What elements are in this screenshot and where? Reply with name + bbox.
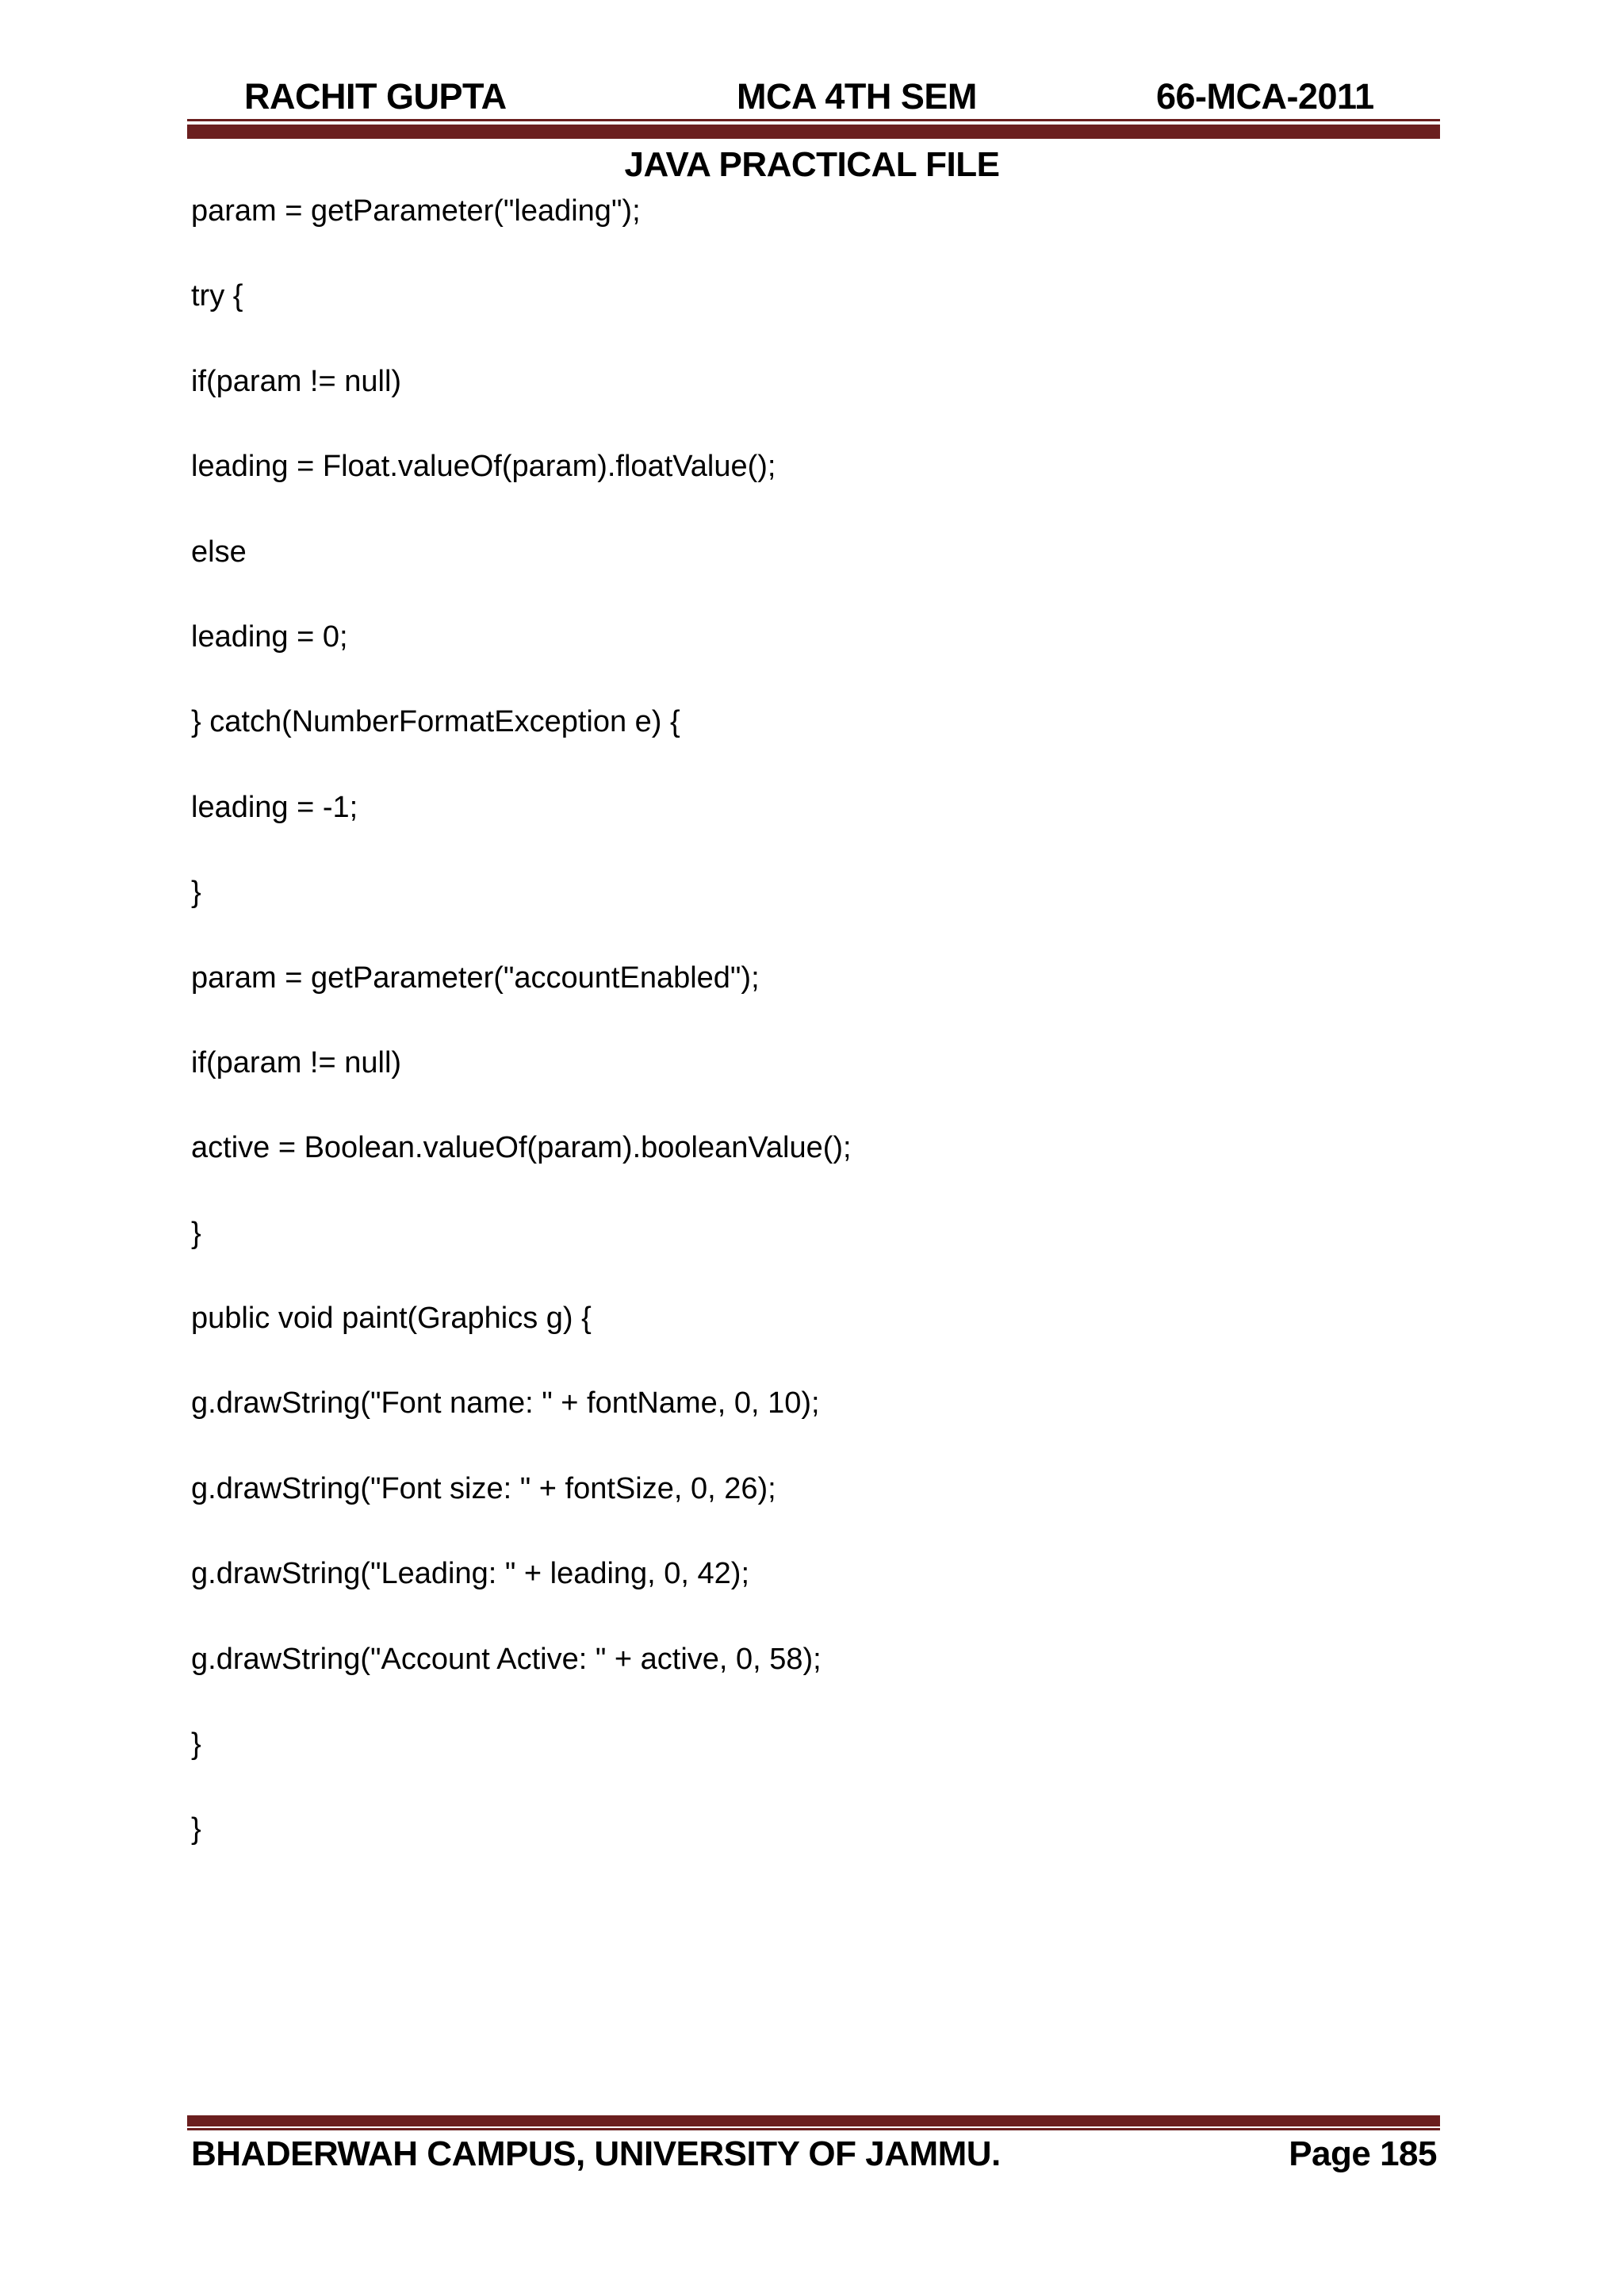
code-line: active = Boolean.valueOf(param).booleanValue();	[191, 1131, 852, 1165]
code-line: public void paint(Graphics g) {	[191, 1302, 592, 1336]
code-line: leading = -1;	[191, 790, 358, 824]
code-line: leading = Float.valueOf(param).floatValue();	[191, 450, 776, 484]
author-name: RACHIT GUPTA	[244, 76, 507, 117]
code-line: }	[191, 1216, 201, 1250]
code-line: g.drawString("Font size: " + fontSize, 0, 26);	[191, 1471, 776, 1505]
course-label: MCA 4TH SEM	[737, 76, 977, 117]
code-line: g.drawString("Leading: " + leading, 0, 42);	[191, 1557, 750, 1591]
code-line: }	[191, 1812, 201, 1846]
page-header	[187, 73, 1437, 121]
code-line: }	[191, 876, 201, 910]
code-line: } catch(NumberFormatException e) {	[191, 705, 680, 739]
document-title: JAVA PRACTICAL FILE	[624, 145, 1000, 184]
code-line: try {	[191, 279, 243, 313]
footer-institution: BHADERWAH CAMPUS, UNIVERSITY OF JAMMU.	[191, 2134, 1001, 2173]
code-line: }	[191, 1727, 201, 1762]
footer-rule-thick	[187, 2115, 1440, 2126]
roll-number: 66-MCA-2011	[1156, 76, 1374, 117]
code-line: g.drawString("Font name: " + fontName, 0, 10);	[191, 1386, 820, 1421]
header-rule-thin	[187, 119, 1440, 121]
code-line: if(param != null)	[191, 1045, 402, 1079]
page-number: Page 185	[1289, 2134, 1437, 2173]
code-line: else	[191, 535, 247, 569]
code-line: param = getParameter("leading");	[191, 194, 641, 228]
code-line: if(param != null)	[191, 364, 402, 398]
code-line: param = getParameter("accountEnabled");	[191, 961, 760, 995]
code-listing	[191, 187, 1428, 1891]
code-line: g.drawString("Account Active: " + active, 0, 58);	[191, 1642, 822, 1676]
header-rule-thick	[187, 125, 1440, 139]
code-line: leading = 0;	[191, 619, 348, 654]
